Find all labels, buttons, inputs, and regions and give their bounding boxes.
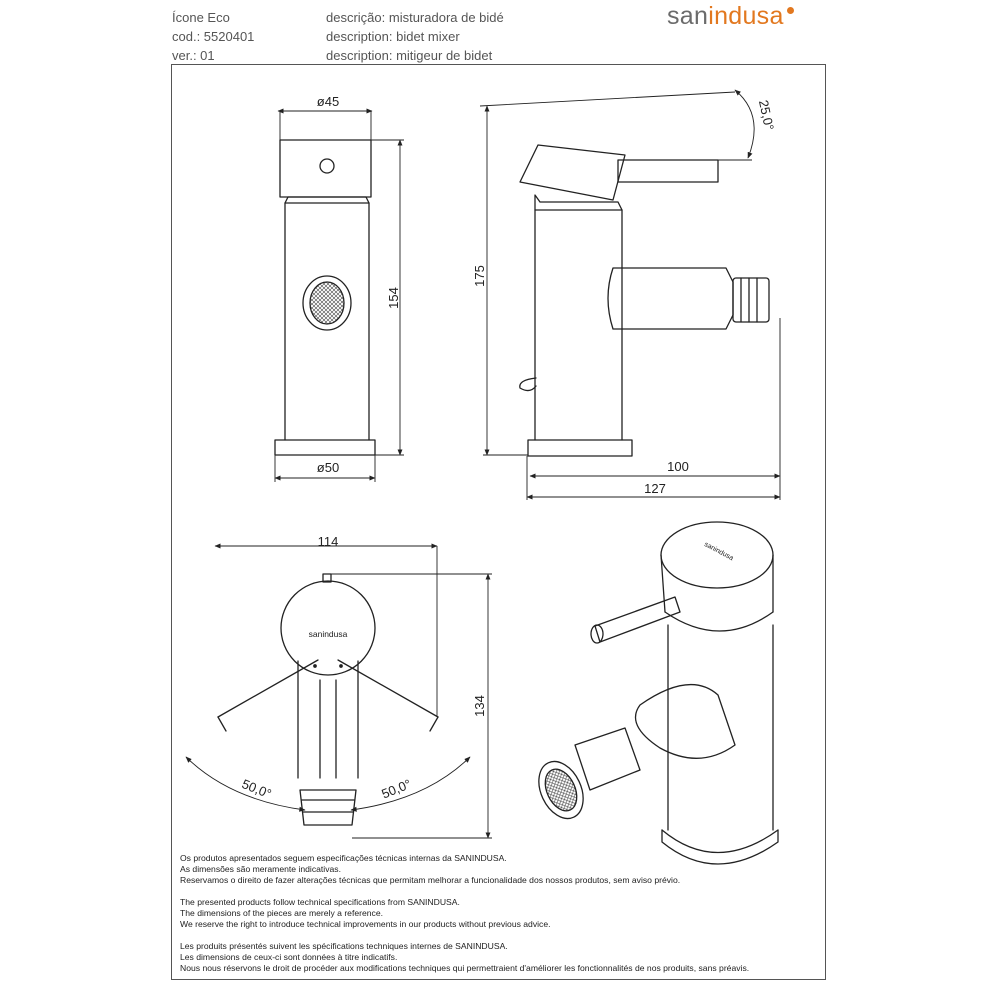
label-lever-angle: 25,0° [755, 98, 777, 132]
label-spout-reach: 100 [667, 459, 689, 474]
iso-lever [595, 597, 680, 642]
notes-french [180, 941, 749, 975]
iso-base-front [662, 830, 778, 853]
front-lever-hole [320, 159, 334, 173]
note-fr-line: Les produits présentés suivent les spécifications techniques internes de SANINDUSA. [180, 941, 508, 951]
iso-handle-top [661, 522, 773, 588]
engraving-plan-view: sanindusa [308, 629, 348, 639]
front-elevation-view [275, 140, 375, 455]
side-aerator [733, 278, 769, 322]
front-aerator-mesh [310, 282, 344, 324]
product-name: Ícone Eco [172, 10, 230, 25]
dim-ext-total-height [480, 92, 735, 455]
note-fr-line: Les dimensions de ceux-ci sont données à titre indicatifs. [180, 952, 398, 963]
iso-handle-bottom [665, 612, 773, 631]
dim-arc-lever-angle [735, 90, 754, 158]
note-en-line: The presented products follow technical specifications from SANINDUSA. [180, 897, 460, 907]
logo-part-indusa: indusa [708, 2, 784, 30]
iso-body [668, 625, 773, 830]
label-plan-depth: 134 [472, 695, 487, 717]
label-top-diameter: ø45 [316, 94, 340, 109]
description-pt: descrição: misturadora de bidé [326, 10, 504, 25]
label-total-height: 175 [472, 265, 487, 287]
side-spout [608, 268, 733, 329]
note-en-line: We reserve the right to introduce technical improvements in our products without previous advice. [180, 919, 551, 930]
note-pt-line: As dimensões são meramente indicativas. [180, 864, 341, 875]
product-version: ver.: 01 [172, 48, 215, 63]
dim-ext-depth [527, 318, 780, 500]
description-fr: description: mitigeur de bidet [326, 48, 493, 63]
front-handle-body [280, 140, 371, 197]
side-collar [535, 195, 622, 210]
front-base [275, 440, 375, 455]
dim-ext-top-diameter [280, 111, 371, 140]
plan-handle-circle [281, 581, 375, 675]
side-body [535, 210, 622, 440]
plan-spout [298, 661, 358, 778]
label-base-diameter: ø50 [316, 460, 340, 475]
logo-part-san: san [667, 2, 709, 30]
label-rotation-width: 114 [317, 534, 339, 549]
plan-center-dot-left [314, 665, 316, 667]
iso-spout [636, 685, 736, 759]
label-side-height: 154 [386, 287, 401, 309]
label-rotation-left: 50,0° [239, 776, 274, 802]
side-aerator-rings [741, 278, 757, 322]
label-total-depth: 127 [644, 481, 666, 496]
note-pt-line: Os produtos apresentados seguem especificações técnicas internas da SANINDUSA. [180, 853, 507, 863]
notes-english [180, 897, 551, 931]
note-fr-line: Nous nous réservons le droit de procéder aux modifications techniques qui permettraient d'améliorer les fonctionnalités de nos produits, sans préavis. [180, 963, 750, 974]
note-pt-line: Reservamos o direito de fazer alterações técnicas que permitam melhorar a funcionalidade dos nossos produtos, sem aviso prévio. [180, 875, 681, 886]
side-elevation-view [520, 145, 769, 456]
side-pop-up-rod [520, 378, 536, 391]
note-en-line: The dimensions of the pieces are merely a reference. [180, 908, 384, 919]
notes-portuguese [180, 853, 680, 887]
side-lever [618, 160, 718, 182]
engraving-iso-view: sanindusa [702, 541, 735, 563]
plan-rotation-lines [218, 660, 438, 717]
description-en: description: bidet mixer [326, 29, 460, 44]
side-handle-body [520, 145, 625, 200]
isometric-view [530, 522, 778, 864]
plan-rotation-ends [218, 717, 438, 731]
side-base [528, 440, 632, 456]
front-collar [285, 197, 369, 203]
product-code: cod.: 5520401 [172, 29, 255, 44]
plan-center-dot-right [340, 665, 342, 667]
plan-aerator [300, 790, 356, 825]
label-rotation-right: 50,0° [379, 776, 414, 802]
plan-aerator-rings [302, 800, 354, 812]
iso-spout-neck [575, 728, 640, 790]
iso-aerator-mesh [539, 764, 583, 816]
plan-spout-inner [320, 680, 336, 778]
